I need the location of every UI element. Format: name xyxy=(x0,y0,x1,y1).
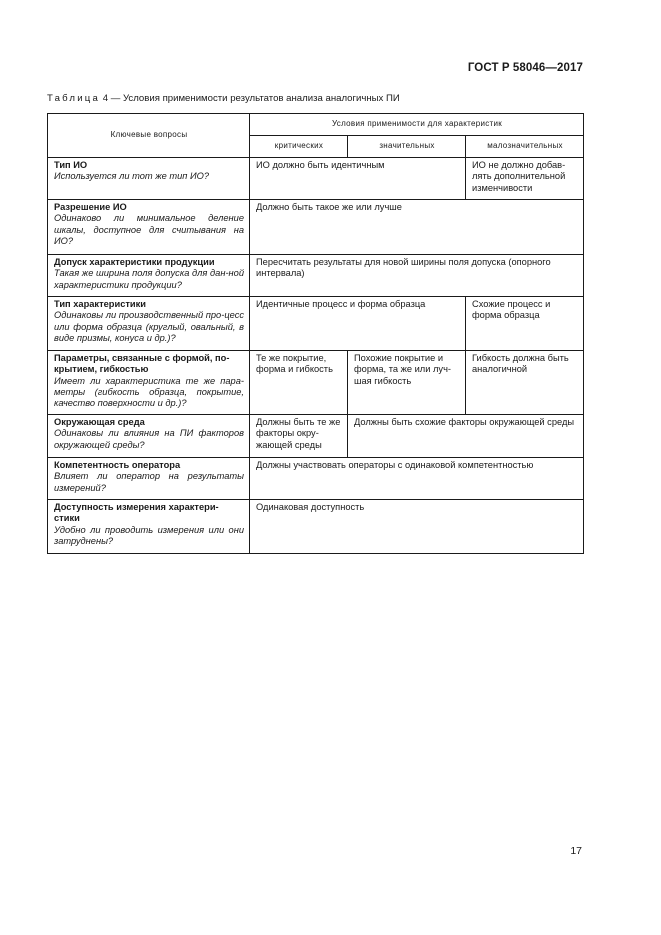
question-cell xyxy=(48,500,250,554)
question-text: Влияет ли оператор на результаты измерений? xyxy=(54,471,244,493)
condition-cell: Должны быть те же факторы окру-жающей среды xyxy=(250,415,348,458)
applicability-table xyxy=(47,113,584,554)
condition-cell: Пересчитать результаты для новой ширины поля допуска (опорного интервала) xyxy=(250,255,584,297)
question-text: Одинаковы ли влияния на ПИ факторов окружающей среды? xyxy=(54,428,244,450)
condition-cell: Гибкость должна быть аналогичной xyxy=(466,351,584,415)
question-title: Параметры, связанные с формой, по-крытием, гибкостью xyxy=(54,353,230,375)
question-text: Одинаково ли минимальное деление шкалы, доступное для считывания на ИО? xyxy=(54,213,244,246)
table-row xyxy=(48,458,584,500)
table-row xyxy=(48,351,584,415)
question-title: Тип характеристики xyxy=(54,299,147,309)
condition-cell: Одинаковая доступность xyxy=(250,500,584,554)
table-row xyxy=(48,158,584,200)
question-title: Окружающая среда xyxy=(54,417,145,427)
question-cell xyxy=(48,351,250,415)
condition-cell: Схожие процесс и форма образца xyxy=(466,297,584,351)
question-cell xyxy=(48,200,250,255)
caption-prefix: Таблица xyxy=(47,93,101,104)
header-key-questions: Ключевые вопросы xyxy=(48,114,250,158)
condition-cell: Должны участвовать операторы с одинаковой компетентностью xyxy=(250,458,584,500)
condition-cell: ИО не должно добав-лять дополнительной изменчивости xyxy=(466,158,584,200)
condition-cell: ИО должно быть идентичным xyxy=(250,158,466,200)
question-cell xyxy=(48,458,250,500)
header-critical: критических xyxy=(250,136,348,158)
table-row xyxy=(48,200,584,255)
header-significant: значительных xyxy=(348,136,466,158)
question-cell xyxy=(48,415,250,458)
condition-cell: Похожие покрытие и форма, та же или луч-шая гибкость xyxy=(348,351,466,415)
question-text: Имеет ли характеристика те же пара-метры (гибкость образца, покрытие, качество поверхности и др.)? xyxy=(54,375,244,409)
question-cell xyxy=(48,158,250,200)
caption-title: — Условия применимости результатов анализа аналогичных ПИ xyxy=(110,93,400,104)
question-cell xyxy=(48,297,250,351)
question-text: Используется ли тот же тип ИО? xyxy=(54,171,210,182)
table-caption xyxy=(47,93,400,104)
question-cell xyxy=(48,255,250,297)
question-title: Компетентность оператора xyxy=(54,460,181,470)
caption-number: 4 xyxy=(102,93,109,104)
question-title: Тип ИО xyxy=(54,160,88,170)
question-title: Разрешение ИО xyxy=(54,202,127,212)
condition-cell: Должно быть такое же или лучше xyxy=(250,200,584,255)
question-text: Одинаковы ли производственный про-цесс или форма образца (круглый, овальный, в виде призмы, конуса и др.)? xyxy=(54,310,244,343)
table-row xyxy=(48,255,584,297)
table-row xyxy=(48,500,584,554)
question-text: Такая же ширина поля допуска для дан-ной характеристики продукции? xyxy=(54,268,244,290)
header-minor: малозначительных xyxy=(466,136,584,158)
page-number: 17 xyxy=(570,845,582,857)
document-code: ГОСТ Р 58046—2017 xyxy=(467,62,583,74)
question-text: Удобно ли проводить измерения или они затруднены? xyxy=(54,524,244,546)
table-row xyxy=(48,297,584,351)
condition-cell: Идентичные процесс и форма образца xyxy=(250,297,466,351)
question-title: Допуск характеристики продукции xyxy=(54,257,215,267)
header-conditions-group: Условия применимости для характеристик xyxy=(250,114,584,136)
table-row xyxy=(48,415,584,458)
condition-cell: Те же покрытие, форма и гибкость xyxy=(250,351,348,415)
condition-cell: Должны быть схожие факторы окружающей среды xyxy=(348,415,584,458)
question-title: Доступность измерения характери-стики xyxy=(54,502,219,524)
